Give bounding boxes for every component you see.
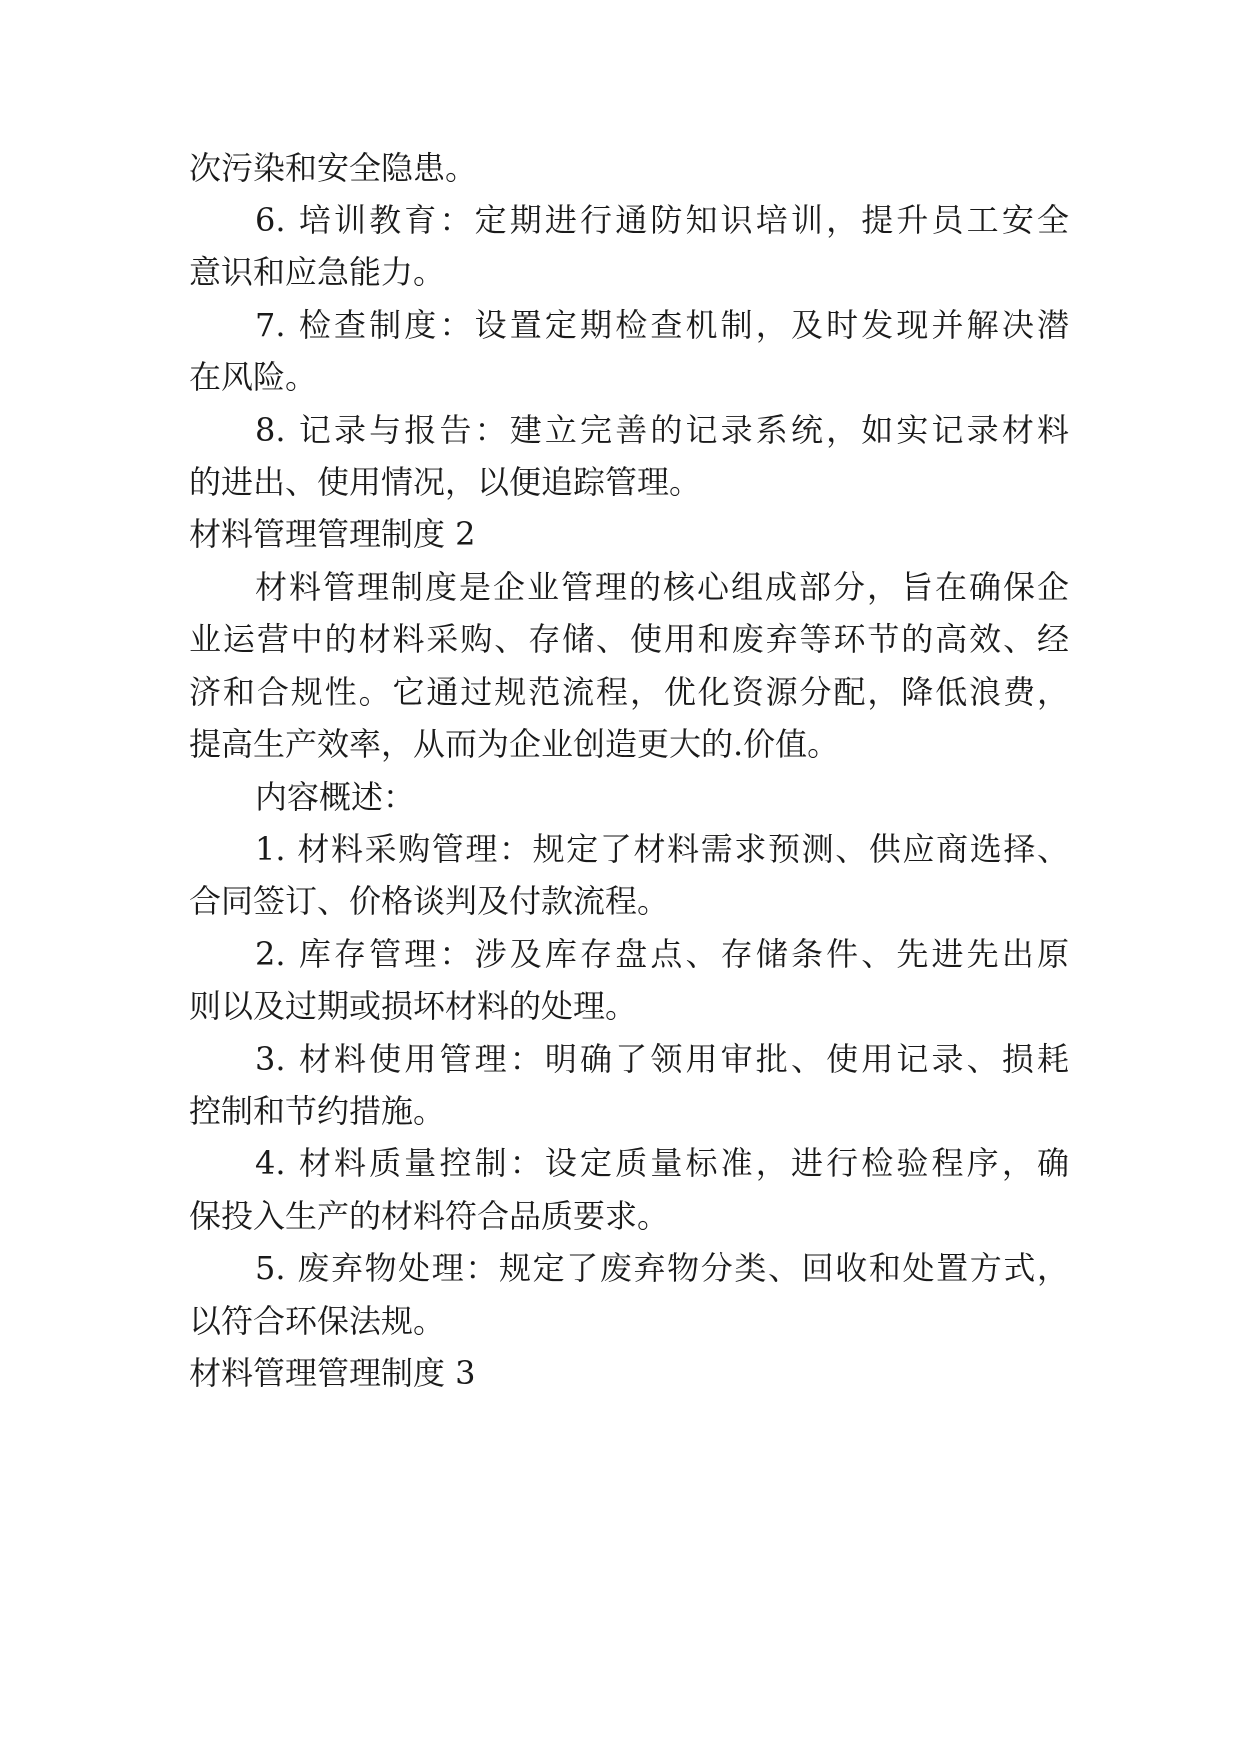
paragraph-line: 在风险。 (189, 358, 318, 396)
paragraph-line: 8. 记录与报告：建立完善的记录系统，如实记录材料 (255, 411, 1069, 449)
paragraph-line: 3. 材料使用管理：明确了领用审批、使用记录、损耗 (255, 1040, 1069, 1078)
paragraph-line: 保投入生产的材料符合品质要求。 (189, 1197, 670, 1235)
paragraph-line: 合同签订、价格谈判及付款流程。 (189, 882, 670, 920)
paragraph-line: 控制和节约措施。 (189, 1092, 446, 1130)
paragraph-line: 5. 废弃物处理：规定了废弃物分类、回收和处置方式， (255, 1249, 1069, 1287)
paragraph-line: 1. 材料采购管理：规定了材料需求预测、供应商选择、 (255, 830, 1069, 868)
paragraph-line: 7. 检查制度：设置定期检查机制，及时发现并解决潜 (255, 306, 1069, 344)
paragraph-line: 4. 材料质量控制：设定质量标准，进行检验程序，确 (255, 1144, 1069, 1182)
paragraph-line: 提高生产效率，从而为企业创造更大的.价值。 (189, 725, 840, 763)
paragraph-line: 业运营中的材料采购、存储、使用和废弃等环节的高效、经 (189, 620, 1069, 658)
paragraph-line: 则以及过期或损坏材料的处理。 (189, 987, 638, 1025)
paragraph-line: 2. 库存管理：涉及库存盘点、存储条件、先进先出原 (255, 935, 1069, 973)
section-heading: 材料管理管理制度 3 (189, 1354, 476, 1392)
paragraph-line: 以符合环保法规。 (189, 1302, 446, 1340)
paragraph-line: 意识和应急能力。 (189, 253, 446, 291)
paragraph-line: 内容概述： (255, 778, 416, 816)
paragraph-line: 6. 培训教育：定期进行通防知识培训，提升员工安全 (255, 201, 1069, 239)
paragraph-line: 的进出、使用情况，以便追踪管理。 (189, 463, 702, 501)
paragraph-line: 材料管理制度是企业管理的核心组成部分，旨在确保企 (255, 568, 1069, 606)
section-heading: 材料管理管理制度 2 (189, 515, 476, 553)
paragraph-line: 次污染和安全隐患。 (189, 149, 478, 187)
paragraph-line: 济和合规性。它通过规范流程，优化资源分配，降低浪费， (189, 673, 1069, 711)
